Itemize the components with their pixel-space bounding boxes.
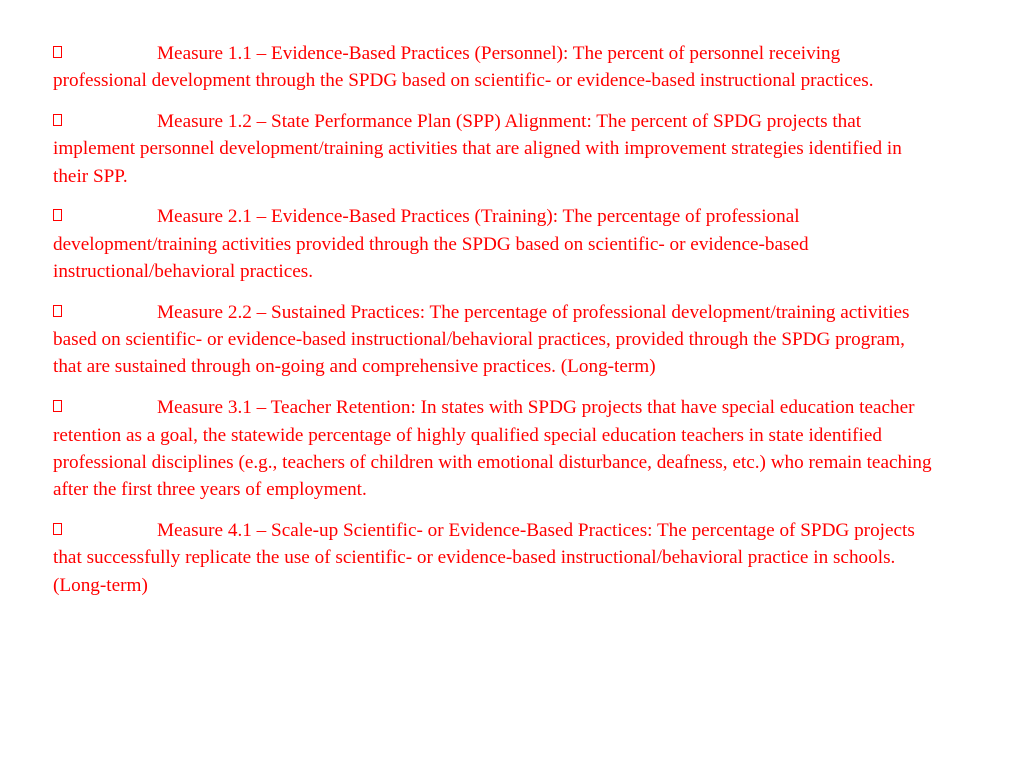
- missing-glyph-box-icon: [53, 517, 157, 544]
- measure-item: [53, 40, 933, 95]
- measure-item: [53, 517, 933, 599]
- missing-glyph-box-icon: [53, 203, 157, 230]
- measure-text: Measure 2.2 – Sustained Practices: The percentage of professional development/training activities based on scientific- or evidence-based instructional/behavioral practices, provided through the SPDG program, that are sustained through on-going and comprehensive practices. (Long-term): [53, 301, 910, 378]
- measure-item: [53, 108, 933, 190]
- measure-text: Measure 1.2 – State Performance Plan (SPP) Alignment: The percent of SPDG projects that implement personnel development/training activities that are aligned with improvement strategies identified in their SPP.: [53, 111, 902, 187]
- measures-list: [53, 40, 933, 612]
- measure-item: [53, 394, 933, 503]
- measure-text: Measure 4.1 – Scale-up Scientific- or Evidence-Based Practices: The percentage of SPDG projects that successfully replicate the use of scientific- or evidence-based instructional/behavioral practice in schools. (Long-term): [53, 519, 915, 596]
- measure-text: Measure 2.1 – Evidence-Based Practices (Training): The percentage of professional development/training activities provided through the SPDG based on scientific- or evidence-based instructional/behavioral practices.: [53, 206, 809, 283]
- measure-item: [53, 299, 933, 381]
- measure-text: Measure 1.1 – Evidence-Based Practices (Personnel): The percent of personnel receiving professional development through the SPDG based on scientific- or evidence-based instructional practices.: [53, 43, 874, 92]
- missing-glyph-box-icon: [53, 394, 157, 421]
- missing-glyph-box-icon: [53, 299, 157, 326]
- missing-glyph-box-icon: [53, 108, 157, 135]
- measure-item: [53, 203, 933, 285]
- missing-glyph-box-icon: [53, 40, 157, 67]
- measure-text: Measure 3.1 – Teacher Retention: In states with SPDG projects that have special education teacher retention as a goal, the statewide percentage of highly qualified special education teachers in state identified professional disciplines (e.g., teachers of children with emotional disturbance, deafness, etc.) who remain teaching after the first three years of employment.: [53, 397, 932, 501]
